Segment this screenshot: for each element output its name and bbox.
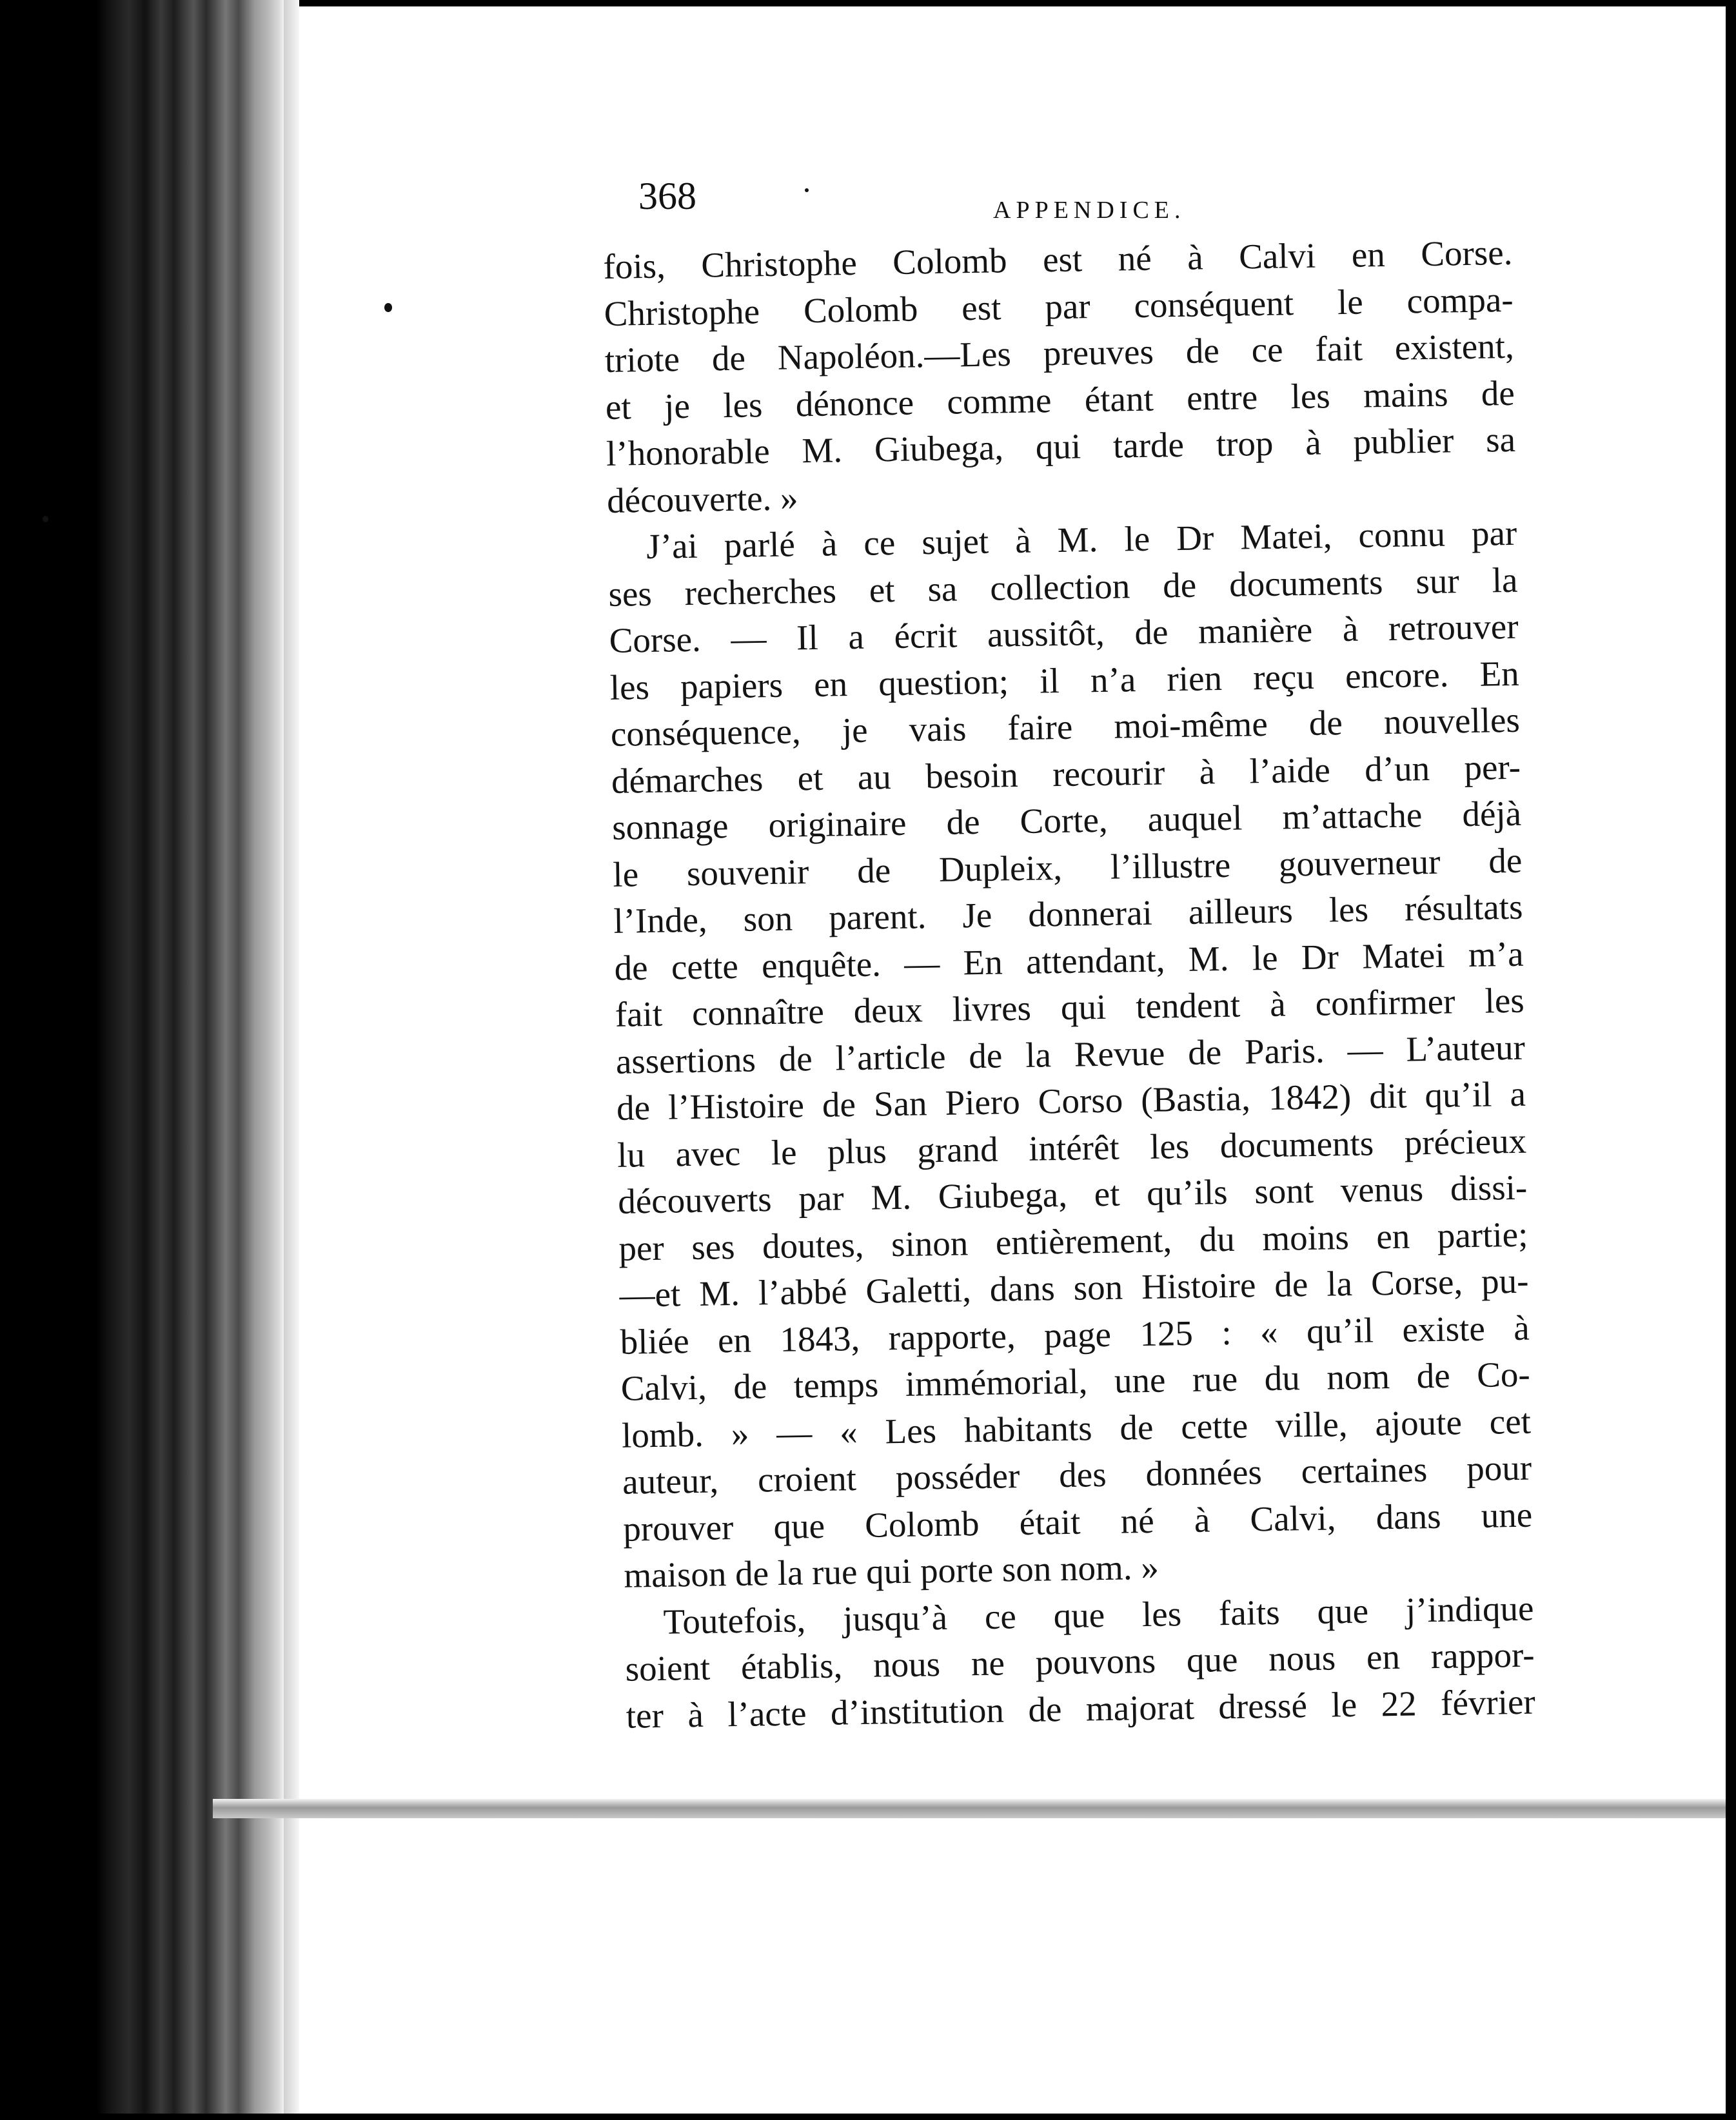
page-number: 368	[638, 175, 696, 217]
page-bottom-edge	[213, 1799, 1726, 1818]
text-line: fait connaître deux livres qui tendent à confirmer les	[615, 980, 1525, 1034]
text-line: les papiers en question; il n’a rien reçu encore. En	[609, 653, 1520, 707]
ink-speck	[43, 516, 48, 522]
text-line: soient établis, nous ne pouvons que nous en rappor-	[625, 1634, 1535, 1689]
scan-bottom-border	[0, 2114, 1736, 2120]
text-line: le souvenir de Dupleix, l’illustre gouverneur de	[612, 840, 1523, 894]
text-line: maison de la rue qui porte son nom. »	[623, 1547, 1159, 1595]
text-line: auteur, croient posséder des données certaines pour	[622, 1448, 1532, 1502]
text-line: Corse. — Il a écrit aussitôt, de manière à retrouver	[609, 606, 1519, 660]
text-line: Calvi, de temps immémorial, une rue du nom de Co-	[620, 1354, 1531, 1408]
text-line: de l’Histoire de San Piero Corso (Bastia, 1842) dit qu’il a	[616, 1074, 1526, 1128]
ink-speck	[384, 303, 392, 312]
text-line: triote de Napoléon.—Les preuves de ce fait existent,	[604, 326, 1515, 380]
text-line: Christophe Colomb est par conséquent le compa-	[604, 279, 1514, 333]
text-line: ses recherches et sa collection de documents sur la	[608, 560, 1518, 614]
text-line: sonnage originaire de Corte, auquel m’attache déjà	[611, 793, 1522, 847]
page-header	[638, 174, 1528, 226]
text-line: l’Inde, son parent. Je donnerai ailleurs les résultats	[613, 887, 1523, 941]
text-line: fois, Christophe Colomb est né à Calvi en Corse.	[603, 232, 1513, 286]
body-text	[603, 230, 1535, 1740]
text-line: conséquence, je vais faire moi-même de nouvelles	[610, 700, 1521, 754]
text-line: J’ai parlé à ce sujet à M. le Dr Matei, connu par	[646, 513, 1517, 566]
text-line: découverte. »	[606, 477, 798, 520]
text-line: per ses doutes, sinon entièrement, du moins en partie;	[618, 1214, 1528, 1268]
scan-right-border	[1726, 0, 1736, 2120]
text-line: démarches et au besoin recourir à l’aide d’un per-	[611, 747, 1521, 801]
text-line: prouver que Colomb était né à Calvi, dans une	[622, 1495, 1533, 1549]
text-line: lomb. » — « Les habitants de cette ville, ajoute cet	[621, 1401, 1532, 1455]
text-line: lu avec le plus grand intérêt les documents précieux	[616, 1121, 1527, 1175]
text-line: de cette enquête. — En attendant, M. le Dr Matei m’a	[614, 934, 1524, 988]
text-line: bliée en 1843, rapporte, page 125 : « qu’il existe à	[620, 1308, 1530, 1362]
text-line: assertions de l’article de la Revue de Paris. — L’auteur	[615, 1027, 1526, 1081]
text-line: découverts par M. Giubega, et qu’ils sont venus dissi-	[617, 1167, 1528, 1221]
running-title: APPENDICE.	[993, 197, 1186, 224]
text-line: l’honorable M. Giubega, qui tarde trop à publier sa	[606, 419, 1516, 473]
text-line: ter à l’acte d’institution de majorat dressé le 22 février	[626, 1682, 1536, 1736]
text-line: —et M. l’abbé Galetti, dans son Histoire de la Corse, pu-	[619, 1261, 1529, 1315]
text-line: Toutefois, jusqu’à ce que les faits que j’indique	[663, 1588, 1534, 1642]
text-line: et je les dénonce comme étant entre les mains de	[605, 373, 1515, 427]
